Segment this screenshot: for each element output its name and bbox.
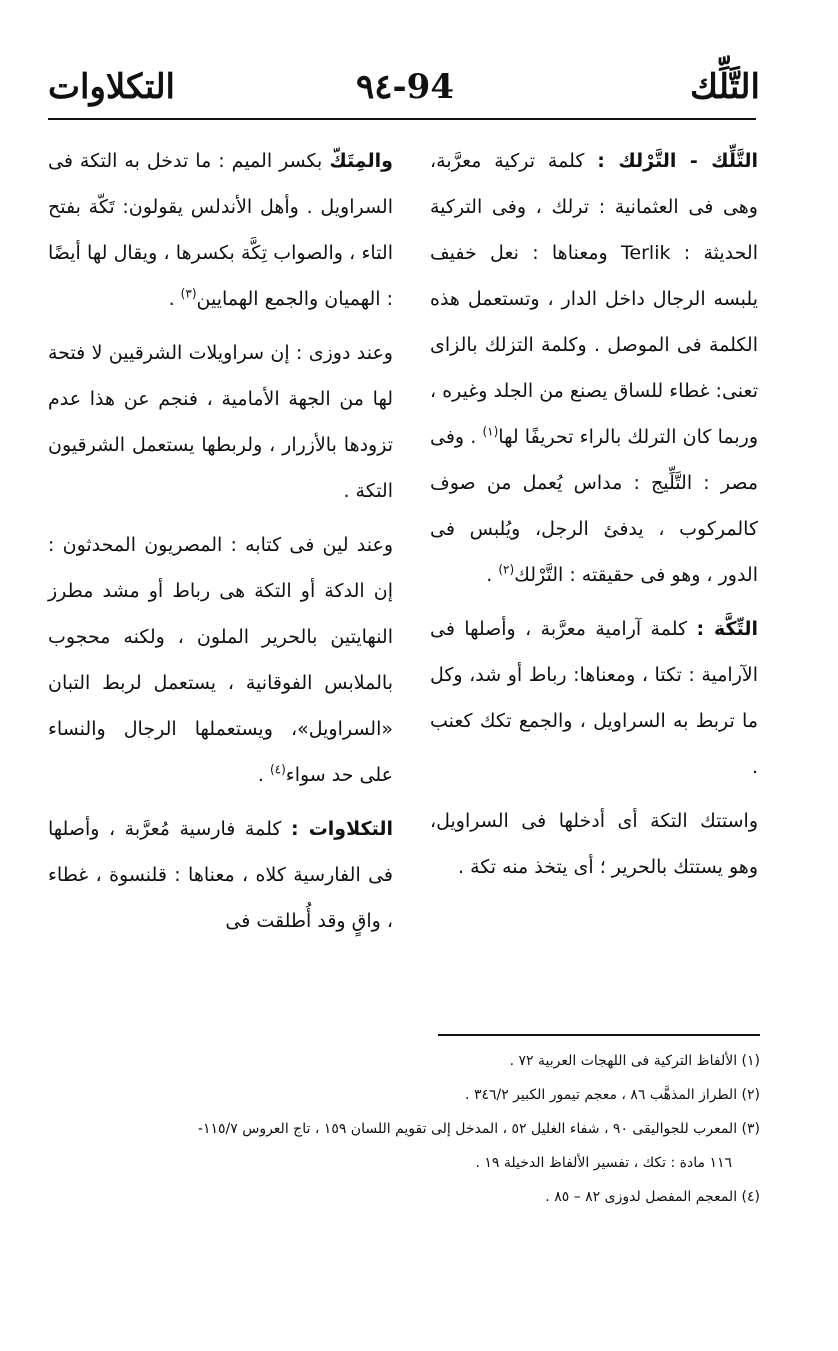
entry-text: كلمة فارسية مُعرَّبة ، وأصلها فى الفارسية كلاه ، معناها : قلنسوة ، غطاء ، واقٍ وقد أُطلقت فى: [48, 818, 393, 932]
entry-paragraph: [48, 522, 393, 798]
footnotes: [48, 1044, 760, 1214]
entry-paragraph: [430, 606, 758, 790]
page-number: ٩٤-94: [356, 67, 454, 107]
entry-text: وعند دوزى : إن سراويلات الشرقيين لا فتحة لها من الجهة الأمامية ، فنجم عن هذا عدم تزودها بالأزرار ، ولربطها يستعمل الشرقيون التكة .: [48, 342, 393, 502]
running-head-right: التَّلِّك: [690, 67, 760, 107]
right-column: [430, 138, 758, 898]
entry-text: بكسر الميم : ما تدخل به التكة فى السراويل . وأهل الأندلس يقولون: تَكّة بفتح التاء ، والصواب تِكَّة بكسرها ، ويقال لها أيضًا : الهميان والجمع الهمايين: [48, 150, 393, 310]
entry-paragraph: [48, 138, 393, 322]
entry-paragraph: [48, 330, 393, 514]
entry-text: كلمة تركية معرَّبة، وهى فى العثمانية : ترلك ، وفى التركية الحديثة : Terlik ومعناها : نعل خفيف يلبسه الرجال داخل الدار ، وتستعمل هذه الكلمة فى الموصل . وكلمة التزلك بالزاى تعنى: غطاء للساق يصنع من الجلد وغيره ، وربما كان الترلك بالراء تحريفًا لها: [430, 150, 759, 448]
entry-headword: التكلاوات :: [290, 818, 393, 840]
entry-text: .: [257, 764, 270, 786]
footnote-ref: (٢): [498, 562, 515, 577]
header-rule: [48, 118, 756, 120]
entry-headword: التِّكَّة :: [696, 618, 759, 640]
entry-text: .: [486, 564, 499, 586]
entry-text: وعند لين فى كتابه : المصريون المحدثون : إن الدكة أو التكة هى رباط أو مشد مطرز النهايتين بالحرير الملون ، ولكنه محجوب بالملابس الفوقانية ، يستعمل لربط التبان «السراويل»، ويستعملها الرجال والنساء على حد سواء: [48, 534, 393, 786]
footnote-ref: (٣): [180, 286, 197, 301]
entry-headword: والمِتَكّ: [329, 150, 393, 172]
entry-text: كلمة آرامية معرَّبة ، وأصلها فى الآرامية : تكتا ، ومعناها: رباط أو شد، وكل ما تربط به السراويل ، والجمع تكك كعنب .: [430, 618, 758, 778]
footnote: (٣) المعرب للجواليقى ٩٠ ، شفاء الغليل ٥٢ ، المدخل إلى تقويم اللسان ١٥٩ ، تاج العروس ١١٥/٧-: [197, 1121, 760, 1137]
footnote: (١) الألفاظ التركية فى اللهجات العربية ٧٢ .: [509, 1053, 760, 1069]
entry-text: واستتك التكة أى أدخلها فى السراويل، وهو يستتك بالحرير ؛ أى يتخذ منه تكة .: [430, 810, 758, 878]
entry-paragraph: [430, 798, 758, 890]
entry-text: .: [168, 288, 181, 310]
running-head-left: التكلاوات: [48, 67, 176, 107]
footnote-rule: [438, 1034, 760, 1036]
footnote: (٤) المعجم المفصل لدوزى ٨٢ – ٨٥ .: [545, 1189, 760, 1205]
entry-headword: التَّلِّك - التَّرْلك :: [597, 150, 759, 172]
footnote-ref: (٤): [269, 762, 286, 777]
entry-paragraph: [48, 806, 393, 944]
entry-paragraph: [430, 138, 758, 598]
left-column: [48, 138, 393, 952]
footnote-continuation: ١١٦ مادة : تكك ، تفسير الألفاظ الدخيلة ١٩ .: [475, 1155, 732, 1171]
footnote: (٢) الطراز المذهَّب ٨٦ ، معجم تيمور الكبير ٣٤٦/٢ .: [465, 1087, 760, 1103]
entry-text: . وفى مصر : التَّلِّيج : مداس يُعمل من صوف كالمركوب ، يدفئ الرجل، ويُلبس فى الدور ، وهو فى حقيقته : التَّرْلك: [430, 426, 758, 586]
footnote-ref: (١): [482, 424, 499, 439]
